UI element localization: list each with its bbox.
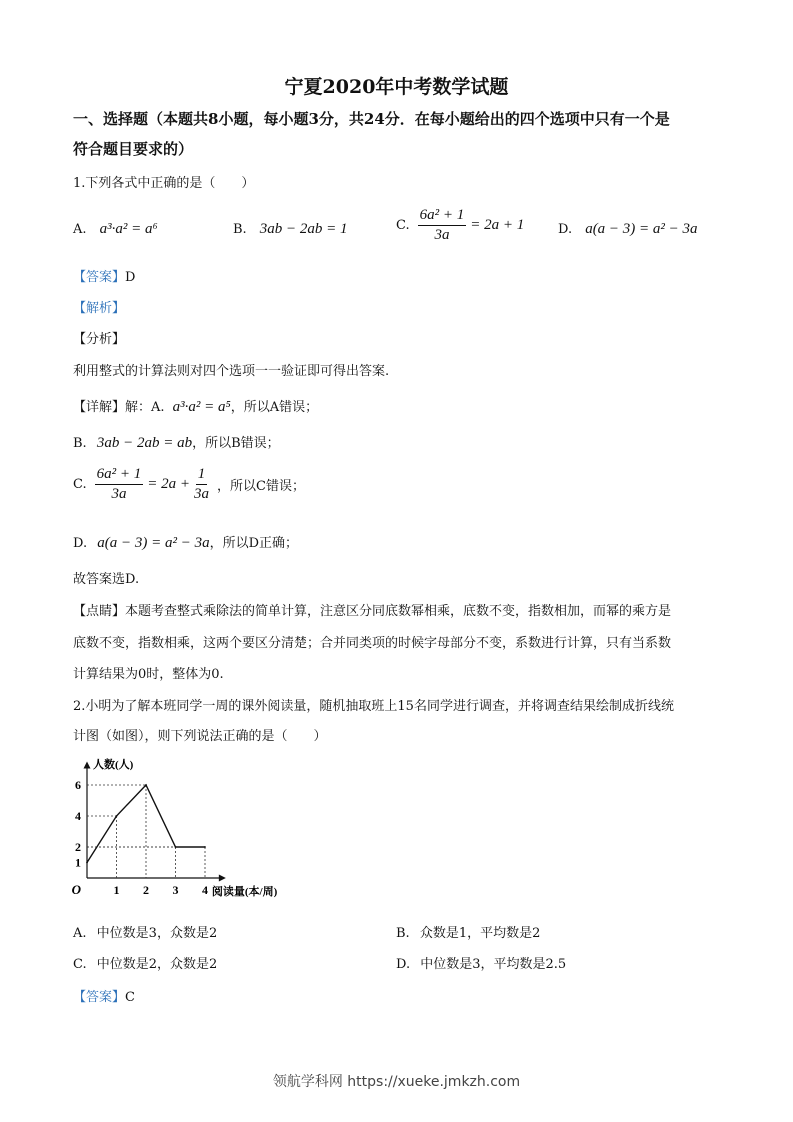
option-letter: D.	[558, 222, 573, 237]
q1-comment-line1	[73, 600, 671, 619]
option-letter: B.	[396, 926, 410, 941]
q2-answer	[73, 986, 135, 1005]
q2-option-b	[396, 922, 540, 941]
detail-prefix: C.	[73, 477, 87, 492]
q1-comment-line2: 底数不变，指数相乘，这两个要区分清楚；合并同类项的时候字母部分不变，系数进行计算，只有当系数	[73, 636, 672, 651]
option-text: 众数是1，平均数是2	[419, 926, 541, 941]
data-point	[145, 784, 147, 786]
data-point	[175, 846, 177, 848]
q1-fenxi-text: 利用整式的计算法则对四个选项一一验证即可得出答案.	[73, 364, 390, 379]
x-tick-label: 4	[202, 883, 208, 897]
fraction-numerator: 1	[196, 466, 208, 485]
x-tick-label: 2	[143, 883, 149, 897]
comment-text: 本题考查整式乘除法的简单计算，注意区分同底数幂相乘，底数不变，指数相加，而幂的乘方是	[125, 604, 672, 619]
fraction-denominator: 3a	[111, 486, 127, 502]
q1-detail-a	[73, 396, 318, 416]
line-chart	[70, 752, 310, 910]
option-letter: C.	[73, 957, 87, 972]
detail-expr: 3ab − 2ab = ab	[96, 435, 193, 451]
q1-option-a	[73, 218, 158, 238]
option-expr: 3ab − 2ab = 1	[259, 221, 348, 237]
q1-answer	[73, 266, 135, 285]
page-title: 宁夏2020年中考数学试题	[284, 76, 509, 98]
option-text: 中位数是2，众数是2	[96, 957, 218, 972]
detail-fraction	[95, 466, 144, 503]
detail-mid: = 2a +	[147, 476, 190, 492]
y-tick-label: 1	[75, 855, 81, 870]
detail-expr: a³·a² = a⁵	[172, 399, 231, 415]
q2-option-c	[73, 953, 217, 972]
answer-label: 【答案】	[73, 270, 126, 285]
option-expr: a³·a² = a⁶	[99, 221, 158, 237]
detail-suffix: ，所以A错误；	[230, 400, 319, 415]
option-letter: C.	[396, 218, 410, 233]
q1-conclusion: 故答案选D.	[73, 572, 140, 587]
answer-label: 【答案】	[73, 990, 126, 1005]
q1-option-b	[233, 218, 348, 238]
detail-expr: a(a − 3) = a² − 3a	[97, 535, 210, 551]
detail-suffix: ，所以B错误；	[192, 436, 280, 451]
y-axis-label: 人数(人)	[93, 759, 134, 771]
q1-detail-c	[73, 466, 305, 503]
detail-fraction-2	[194, 466, 209, 503]
y-tick-label: 6	[75, 778, 81, 792]
x-axis-arrow	[219, 875, 226, 882]
section-heading-cont: 符合题目要求的）	[73, 140, 194, 158]
option-letter: D.	[396, 957, 411, 972]
q1-fenxi-label: 【分析】	[73, 332, 126, 347]
q2-option-d	[396, 953, 566, 972]
option-text: 中位数是3，平均数是2.5	[420, 957, 567, 972]
q1-comment-line3: 计算结果为0时，整体为0.	[73, 667, 224, 682]
x-tick-label: 3	[172, 883, 179, 897]
fraction-numerator: 6a² + 1	[418, 207, 467, 226]
comment-label: 【点睛】	[73, 604, 126, 619]
option-fraction	[418, 207, 467, 244]
fraction-denominator: 3a	[194, 486, 209, 502]
answer-value: D	[125, 270, 136, 285]
fraction-denominator: 3a	[434, 227, 450, 243]
q1-option-c	[396, 207, 524, 244]
option-expr: a(a − 3) = a² − 3a	[585, 221, 698, 237]
option-letter: A.	[73, 926, 87, 941]
origin-label: O	[71, 882, 81, 897]
detail-prefix: D.	[73, 536, 88, 551]
detail-suffix: ，所以D正确；	[209, 536, 299, 551]
option-letter: A.	[73, 222, 87, 237]
fraction-numerator: 6a² + 1	[95, 466, 144, 485]
y-axis-arrow	[84, 762, 91, 769]
q2-option-a	[73, 922, 217, 941]
q1-stem: 1.下列各式中正确的是（ ）	[73, 176, 255, 191]
q1-analysis-label: 【解析】	[73, 301, 126, 316]
answer-value: C	[125, 990, 135, 1005]
option-rhs: = 2a + 1	[470, 217, 525, 233]
option-letter: B.	[233, 222, 247, 237]
option-text: 中位数是3，众数是2	[96, 926, 218, 941]
x-axis-label: 阅读量(本/周)	[211, 886, 278, 898]
q1-detail-b	[73, 432, 280, 452]
q2-stem-line1: 2.小明为了解本班同学一周的课外阅读量，随机抽取班上15名同学进行调查，并将调查结果绘制成折线统	[73, 699, 674, 714]
detail-suffix: ，所以C错误；	[217, 479, 305, 494]
x-tick-label: 1	[113, 883, 120, 897]
detail-prefix: B.	[73, 436, 87, 451]
footer-watermark: 领航学科网 https://xueke.jmkzh.com	[272, 1074, 521, 1090]
data-point	[204, 846, 206, 848]
y-tick-label: 4	[75, 809, 81, 823]
q1-option-d	[558, 218, 698, 238]
y-tick-label: 2	[75, 840, 81, 854]
data-point	[116, 815, 118, 817]
data-point	[86, 862, 88, 864]
q1-detail-d	[73, 532, 298, 552]
section-heading: 一、选择题（本题共8小题，每小题3分，共24分．在每小题给出的四个选项中只有一个是	[73, 110, 670, 128]
q2-stem-line2: 计图（如图），则下列说法正确的是（ ）	[73, 729, 327, 744]
detail-prefix: 【详解】解：A.	[73, 400, 165, 415]
